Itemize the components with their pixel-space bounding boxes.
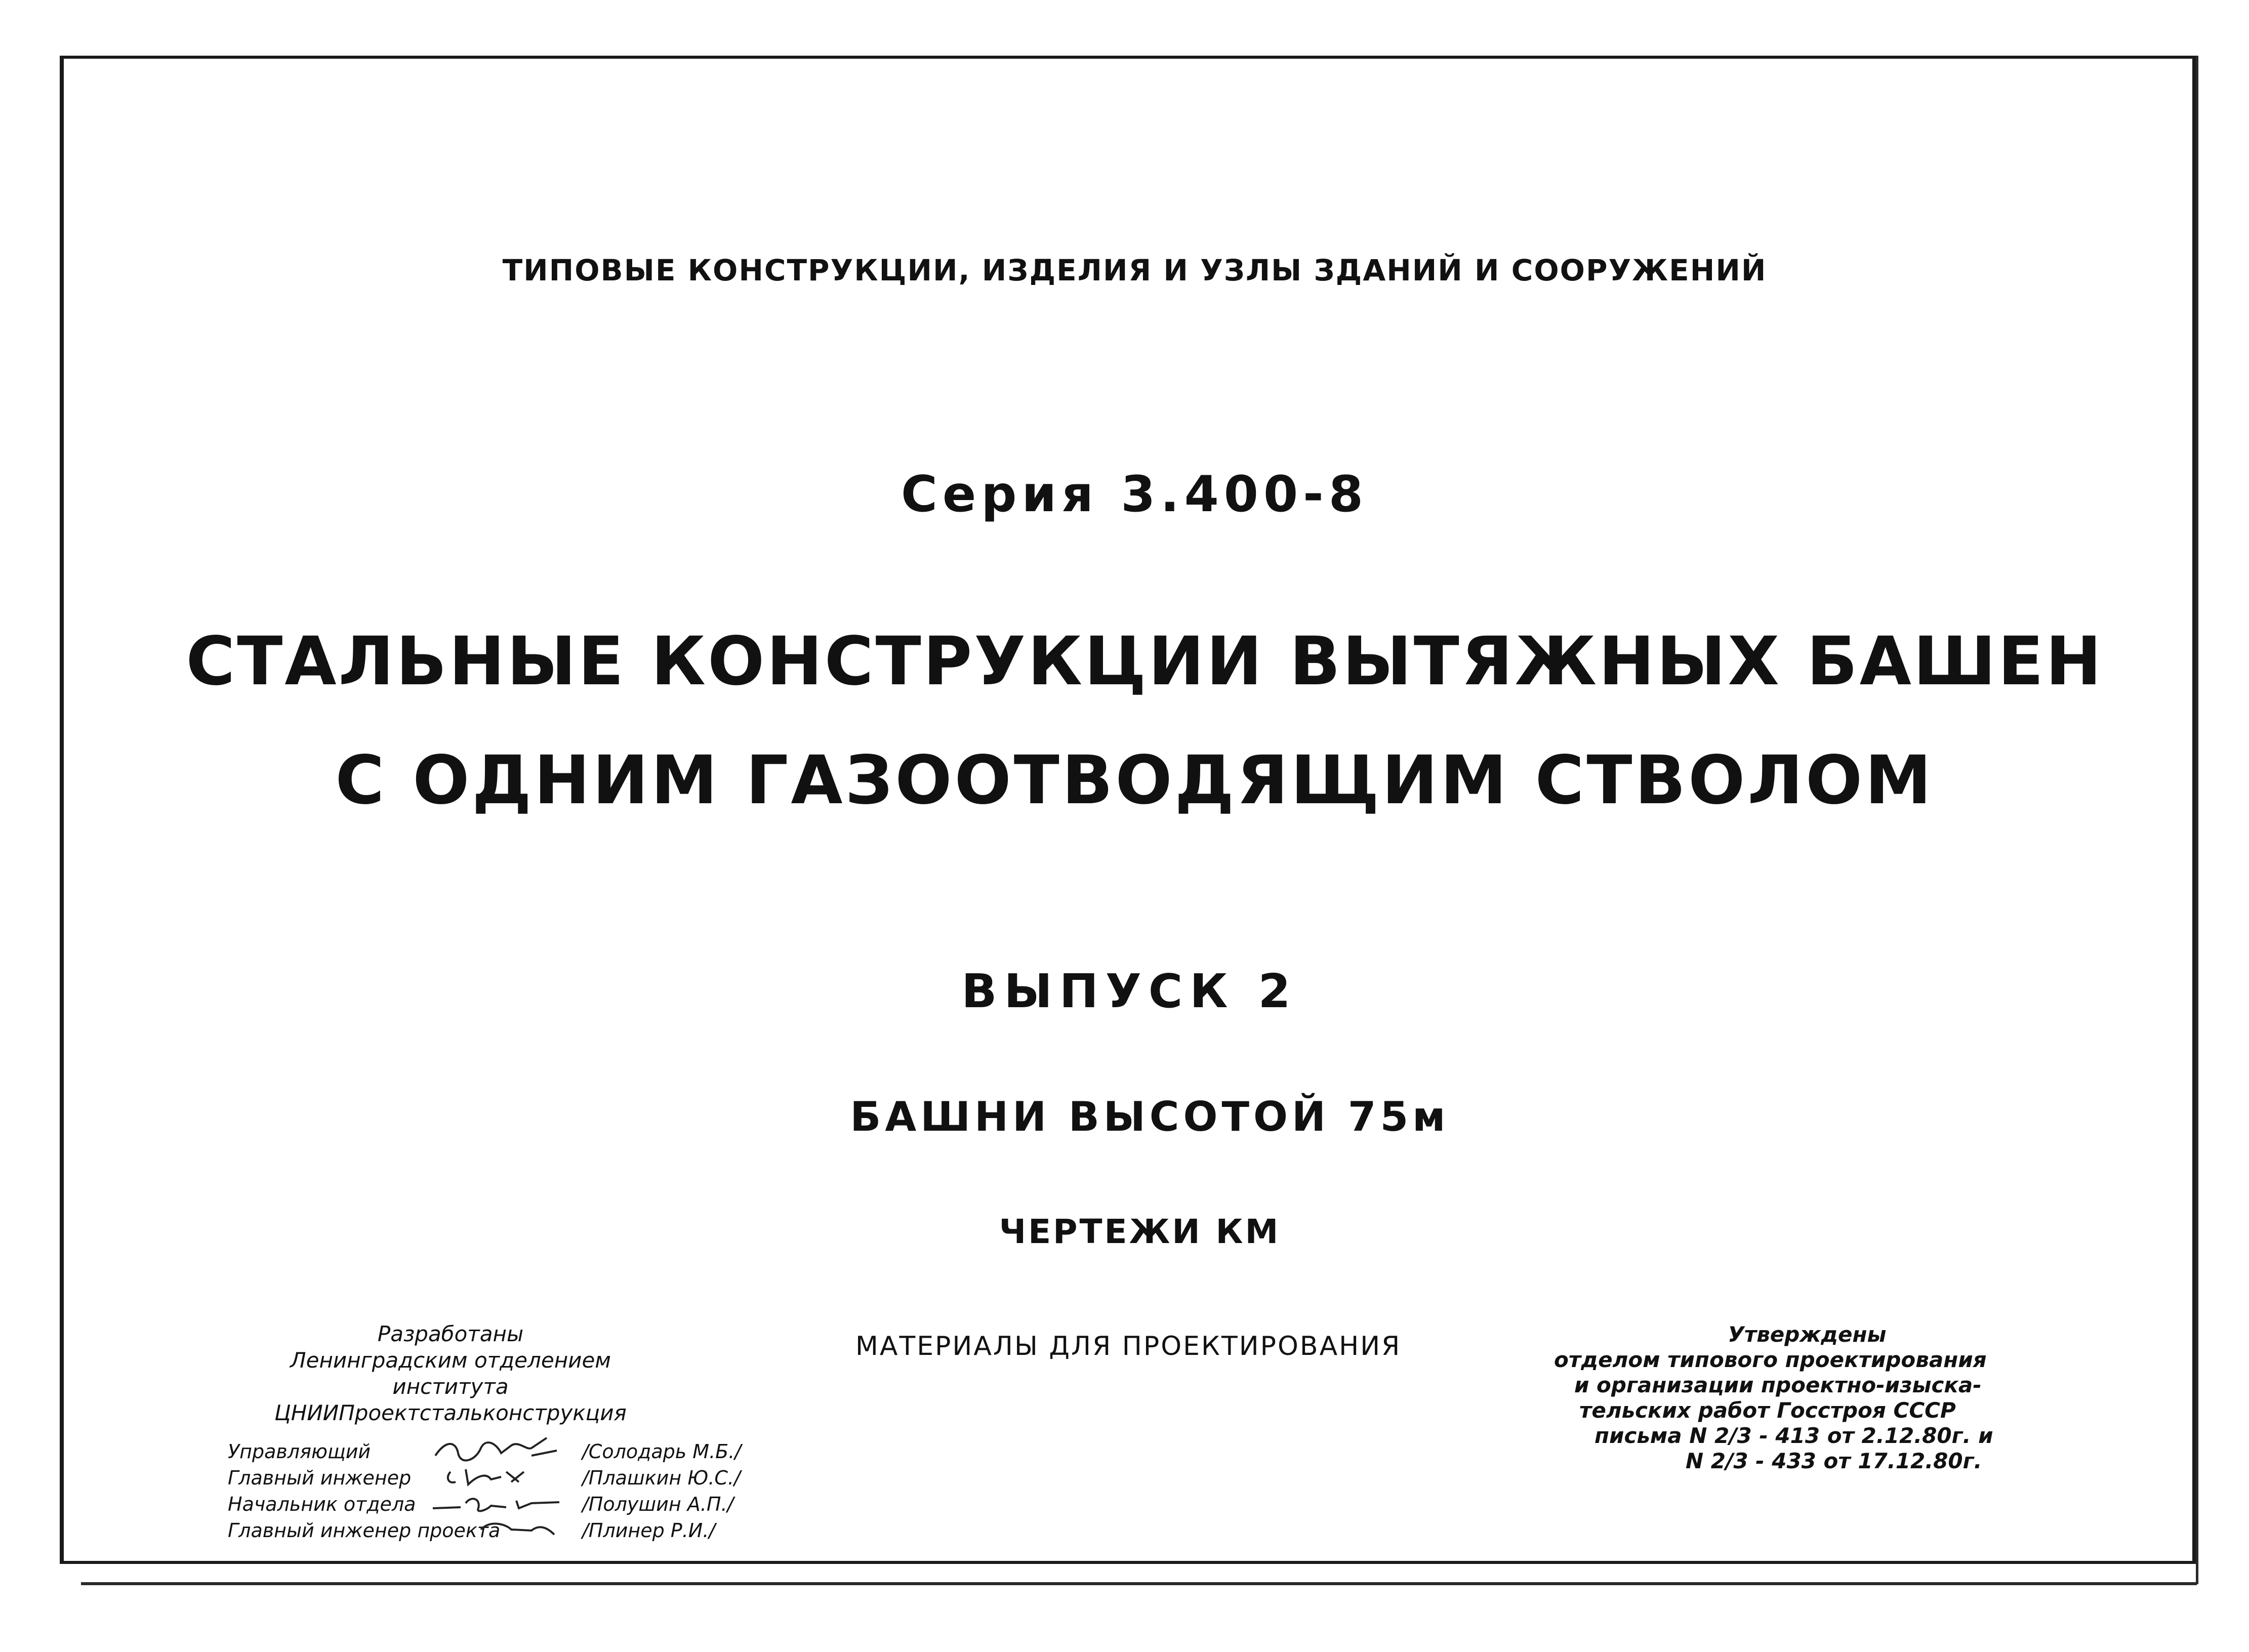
approval-line: письма N 2/3 - 413 от 2.12.80г. и <box>1594 1423 1993 1448</box>
signature-role: Управляющий <box>228 1440 371 1463</box>
developer-line: института <box>392 1374 509 1399</box>
developer-line: Ленинградским отделением <box>290 1348 611 1373</box>
tower-height-subtitle: БАШНИ ВЫСОТОЙ 75м <box>850 1093 1450 1140</box>
document-title-line-1: СТАЛЬНЫЕ КОНСТРУКЦИИ ВЫТЯЖНЫХ БАШЕН <box>186 623 2104 700</box>
drawings-label: ЧЕРТЕЖИ КМ <box>999 1212 1281 1251</box>
handwritten-signature <box>430 1514 562 1545</box>
signature-role: Начальник отдела <box>228 1493 416 1515</box>
approval-line: и организации проектно-изыска- <box>1574 1373 1982 1397</box>
signature-role: Главный инженер проекта <box>228 1519 501 1542</box>
handwritten-signature <box>430 1462 562 1492</box>
series-number: Серия 3.400-8 <box>901 466 1369 523</box>
signature-name: /Полушин А.П./ <box>582 1493 734 1515</box>
signature-name: /Плашкин Ю.С./ <box>582 1467 741 1489</box>
developer-block <box>223 1321 678 1426</box>
approval-line: отделом типового проектирования <box>1554 1347 1987 1372</box>
document-title-line-2: С ОДНИМ ГАЗООТВОДЯЩИМ СТВОЛОМ <box>335 741 1934 819</box>
signature-name: /Солодарь М.Б./ <box>582 1440 742 1463</box>
signature-name: /Плинер Р.И./ <box>582 1519 716 1542</box>
approval-title: Утверждены <box>1728 1322 1887 1347</box>
approval-line: N 2/3 - 433 от 17.12.80г. <box>1686 1449 1982 1473</box>
handwritten-signature <box>430 1488 562 1518</box>
series-category-label: ТИПОВЫЕ КОНСТРУКЦИИ, ИЗДЕЛИЯ И УЗЛЫ ЗДАНИЙ И СООРУЖЕНИЙ <box>502 253 1767 287</box>
developer-line: ЦНИИПроектстальконструкция <box>274 1400 627 1425</box>
frame-shadow-bottom <box>81 1582 2197 1585</box>
materials-label: МАТЕРИАЛЫ ДЛЯ ПРОЕКТИРОВАНИЯ <box>855 1331 1402 1361</box>
issue-number: ВЫПУСК 2 <box>961 964 1298 1018</box>
developer-line: Разработаны <box>377 1321 524 1346</box>
approval-block <box>1549 1322 2055 1474</box>
handwritten-signature <box>430 1435 562 1466</box>
approval-line: тельских работ Госстроя СССР <box>1579 1398 1956 1423</box>
signature-role: Главный инженер <box>228 1467 412 1489</box>
